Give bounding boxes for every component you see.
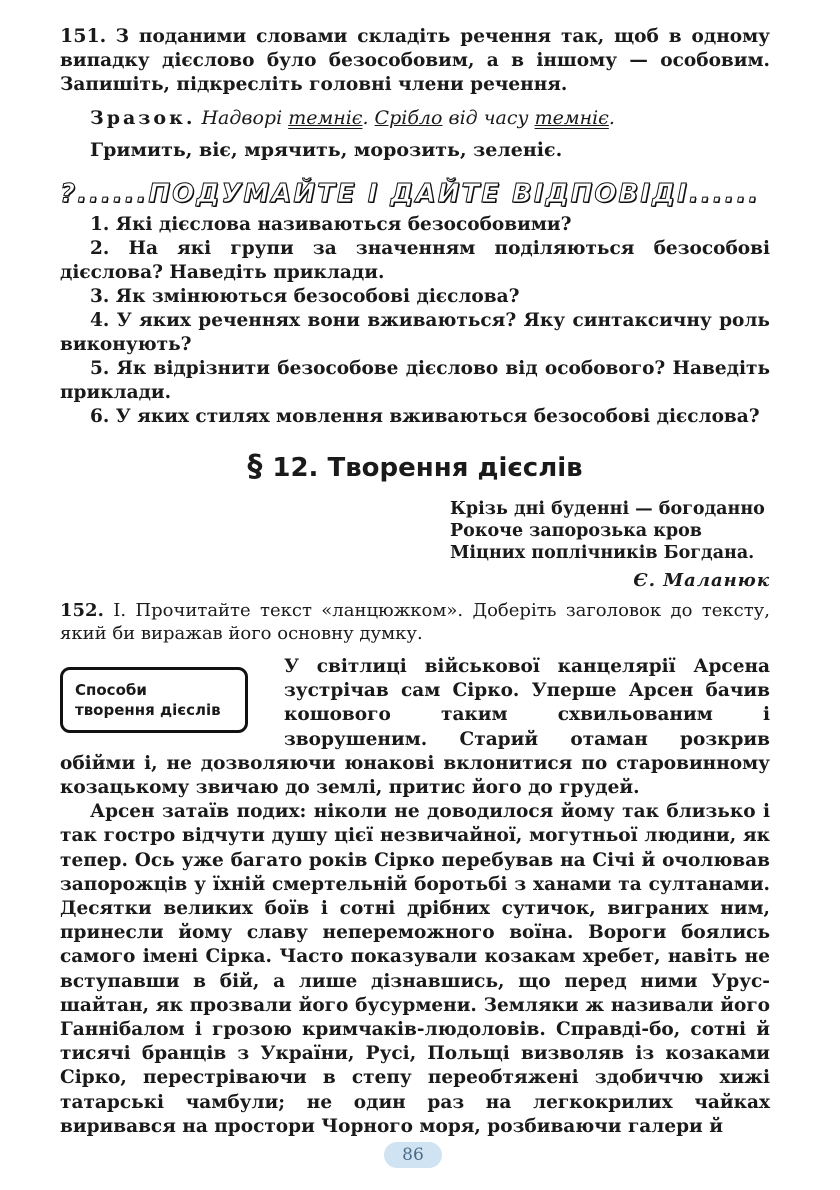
- exercise-instructions: І. Прочитайте текст «ланцюжком». Доберіть заголовок до тексту, який би виражав його основну думку.: [60, 600, 770, 644]
- word-list: Гримить, віє, мрячить, морозить, зеленіє.: [90, 139, 563, 161]
- highlighted-verb: доводилося: [427, 801, 554, 823]
- margin-note-line: творення дієслів: [75, 701, 221, 719]
- questions-list: [60, 213, 770, 429]
- think-heading: ?......ПОДУМАЙТЕ І ДАЙТЕ ВІДПОВІДІ......: [60, 179, 761, 209]
- sample-predicate-2: темніє: [534, 107, 609, 129]
- exercise-number: 152.: [60, 600, 104, 621]
- reading-text: [60, 655, 770, 1139]
- section-heading: [60, 449, 770, 484]
- page-number: 86: [384, 1142, 442, 1168]
- exercise-number: 151.: [60, 25, 107, 47]
- text-paragraph: Арсен затаїв подих: ніколи не доводилося йому так близько і так гостро відчути душу цієї незвичайної, могутньої людини, як тепер. Ось уже багато років Сірко перебував на Січі й очолював запорожців у їхній смертельній боротьбі з ханами та султанами. Десятки великих боїв і сотні дрібних сутичок, виграних ним, принесли йому славу непереможного воїна. Вороги боялись самого імені Сірка. Часто показували козакам хребет, навіть не вступавши в бій, а лише дізнавшись, що перед ними Урус-шайтан, як прозвали його бусурмени. Земляки ж називали його Ганнібалом і грозою кримчаків-людоловів. Справді-бо, сотні й тисячі бранців з України, Русі, Польщі визволяв із козаками Сірко, перестріваючи в степу переобтяжені здобиччю хижі татарські чамбули; не один раз на легкокрилих чайках виривався на простори Чорного моря, розбиваючи галери й: [60, 801, 770, 1137]
- question-item: 3. Як змінюються безособові дієслова?: [90, 286, 520, 307]
- sample-text-1a: Надворі: [201, 107, 289, 129]
- sample-text-2b: від часу: [442, 107, 535, 129]
- exercise-152: [60, 599, 770, 645]
- question-item: 6. У яких стилях мовлення вживаються безособові дієслова?: [90, 406, 760, 427]
- sample-text-1c: .: [362, 107, 375, 129]
- epigraph-line: Крізь дні буденні — богоданно: [450, 499, 765, 519]
- question-item: 1. Які дієслова називаються безособовими?: [90, 214, 572, 235]
- sample-text-2d: .: [608, 107, 615, 129]
- epigraph-author: Є. Маланюк: [633, 570, 770, 591]
- sample-subject-2: Срібло: [374, 107, 443, 129]
- text-paragraph: У світлиці військової канцелярії Арсена зустрічав сам Сірко. Уперше Арсен бачив кошового таким схвильованим і зворушеним. Старий отаман розкрив обійми і, не дозволяючи юнакові вклонитися по старовинному козацькому звичаю до землі, притис його до грудей.: [60, 656, 770, 799]
- epigraph-line: Рокоче запорозька кров: [450, 521, 702, 541]
- epigraph: [450, 498, 770, 564]
- margin-note-box: [60, 667, 248, 733]
- question-item: 5. Як відрізнити безособове дієслово від особового? Наведіть приклади.: [60, 358, 770, 403]
- highlighted-verb: принесли: [60, 922, 164, 944]
- exercise-instructions: З поданими словами складіть речення так, щоб в одному випадку дієслово було безособовим, а в іншому — особовим. Запишіть, підкресліть головні члени речення.: [60, 26, 770, 95]
- sample-predicate-1: темніє: [288, 107, 363, 129]
- margin-note-line: Способи: [75, 681, 147, 699]
- section-symbol: §: [247, 449, 263, 484]
- epigraph-line: Міцних поплічників Богдана.: [450, 543, 755, 563]
- highlighted-verb: прозвали: [189, 994, 292, 1016]
- section-title: 12. Творення дієслів: [272, 453, 583, 483]
- sample-sentences: [90, 105, 770, 131]
- sample-label: Зразок.: [90, 107, 196, 129]
- question-item: 4. У яких реченнях вони вживаються? Яку синтаксичну роль виконують?: [60, 310, 770, 355]
- exercise-151: [60, 24, 770, 97]
- question-item: 2. На які групи за значенням поділяються безособові дієслова? Наведіть приклади.: [60, 238, 770, 283]
